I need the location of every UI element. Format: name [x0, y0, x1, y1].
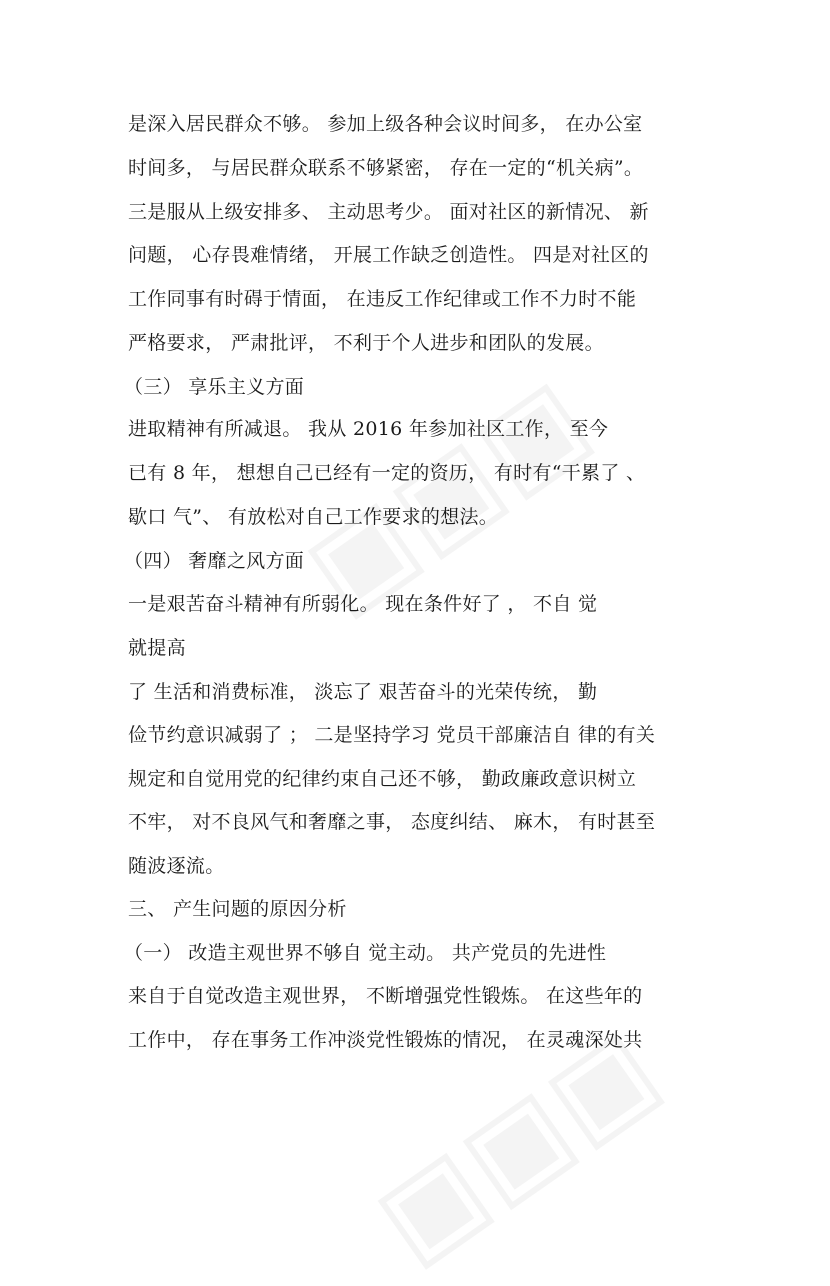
- text-line: 俭节约意识减弱了 ； 二是坚持学习 党员干部廉洁自 律的有关: [128, 724, 656, 746]
- text-line: 工作中， 存在事务工作冲淡党性锻炼的情况， 在灵魂深处共: [128, 1029, 643, 1051]
- text-line: 随波逐流。: [128, 855, 225, 877]
- section-heading: 三、 产生问题的原因分析: [128, 898, 347, 920]
- text-line: （一） 改造主观世界不够自 觉主动。 共产党员的先进性: [124, 942, 607, 964]
- text-line: 工作同事有时碍于情面， 在违反工作纪律或工作不力时不能: [128, 288, 637, 310]
- text-line: 问题， 心存畏难情绪， 开展工作缺乏创造性。 四是对社区的: [128, 244, 649, 266]
- section-heading: （三） 享乐主义方面: [124, 376, 305, 398]
- text-line: 规定和自觉用党的纪律约束自己还不够， 勤政廉政意识树立: [128, 768, 637, 790]
- text-line: 来自于自觉改造主观世界， 不断增强党性锻炼。 在这些年的: [128, 985, 643, 1007]
- text-line: 三是服从上级安排多、 主动思考少。 面对社区的新情况、 新: [128, 201, 649, 223]
- text-line: 不牢， 对不良风气和奢靡之事， 态度纠结、 麻木， 有时甚至: [128, 811, 656, 833]
- section-heading: （四） 奢靡之风方面: [124, 550, 305, 572]
- text-line: 了 生活和消费标准， 淡忘了 艰苦奋斗的光荣传统， 勤: [128, 681, 598, 703]
- text-line: 已有 8 年， 想想自己已经有一定的资历， 有时有“干累了 、: [128, 462, 646, 484]
- text-line: 就提高: [128, 637, 186, 659]
- text-line: 一是艰苦奋斗精神有所弱化。 现在条件好了 ， 不自 觉: [128, 593, 598, 615]
- text-line: 时间多， 与居民群众联系不够紧密， 存在一定的“机关病”。: [128, 157, 644, 179]
- text-line: 是深入居民群众不够。 参加上级各种会议时间多， 在办公室: [128, 113, 643, 135]
- text-line: 歇口 气”、 有放松对自己工作要求的想法。: [128, 506, 499, 528]
- text-line: 严格要求， 严肃批评， 不利于个人进步和团队的发展。: [128, 332, 604, 354]
- text-line: 进取精神有所减退。 我从 2016 年参加社区工作， 至今: [128, 418, 609, 440]
